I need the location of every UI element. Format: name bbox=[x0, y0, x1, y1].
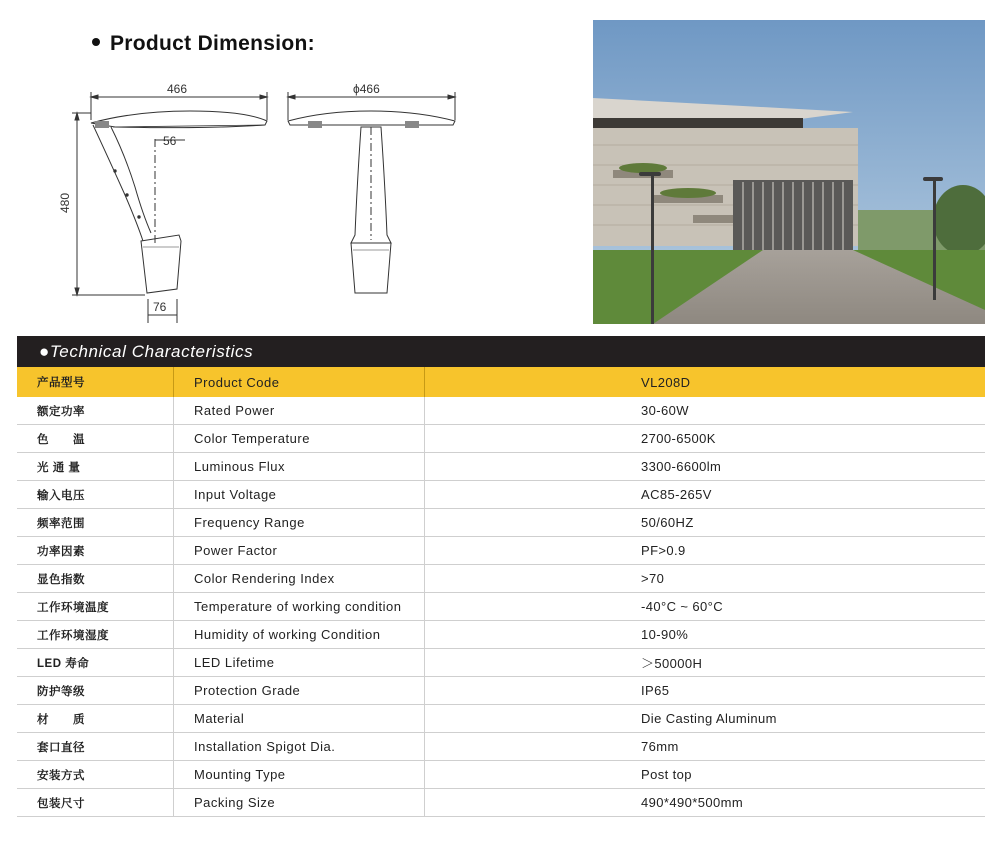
spec-value: ＞50000H bbox=[425, 649, 986, 677]
width-label: 466 bbox=[167, 82, 188, 96]
spec-value: VL208D bbox=[425, 367, 986, 397]
spec-value: 3300-6600lm bbox=[425, 453, 986, 481]
spec-value: -40°C ~ 60°C bbox=[425, 593, 986, 621]
table-row bbox=[17, 425, 985, 453]
table-row bbox=[17, 677, 985, 705]
spec-en-label: Protection Grade bbox=[174, 677, 425, 705]
spec-value: AC85-265V bbox=[425, 481, 986, 509]
spec-cn-label: 套口直径 bbox=[17, 733, 174, 761]
spec-cn-label: 显色指数 bbox=[17, 565, 174, 593]
spec-en-label: Color Rendering Index bbox=[174, 565, 425, 593]
spec-header-row bbox=[17, 367, 985, 397]
spec-cn-label: LED 寿命 bbox=[17, 649, 174, 677]
spec-cn-label: 额定功率 bbox=[17, 397, 174, 425]
spec-cn-label: 工作环境温度 bbox=[17, 593, 174, 621]
spec-cn-label: 材 质 bbox=[17, 705, 174, 733]
spec-en-label: Packing Size bbox=[174, 789, 425, 817]
product-photo-scene bbox=[593, 20, 985, 324]
front-view bbox=[288, 92, 455, 293]
spec-value: >70 bbox=[425, 565, 986, 593]
spec-value: 10-90% bbox=[425, 621, 986, 649]
spec-en-label: Product Code bbox=[174, 367, 425, 397]
spec-cn-label: 防护等级 bbox=[17, 677, 174, 705]
table-row bbox=[17, 621, 985, 649]
height-label: 480 bbox=[58, 192, 72, 213]
spec-value: 2700-6500K bbox=[425, 425, 986, 453]
offset-label: 56 bbox=[163, 134, 177, 148]
technical-characteristics-header bbox=[17, 336, 985, 367]
spec-en-label: Input Voltage bbox=[174, 481, 425, 509]
spec-cn-label: 包装尺寸 bbox=[17, 789, 174, 817]
spec-cn-label: 光 通 量 bbox=[17, 453, 174, 481]
spec-cn-label: 功率因素 bbox=[17, 537, 174, 565]
spec-value: PF>0.9 bbox=[425, 537, 986, 565]
spec-value: 30-60W bbox=[425, 397, 986, 425]
spec-en-label: Power Factor bbox=[174, 537, 425, 565]
spec-value: 490*490*500mm bbox=[425, 789, 986, 817]
spec-value: IP65 bbox=[425, 677, 986, 705]
table-row bbox=[17, 537, 985, 565]
spec-cn-label: 频率范围 bbox=[17, 509, 174, 537]
spec-cn-label: 输入电压 bbox=[17, 481, 174, 509]
product-photo bbox=[593, 20, 985, 324]
product-dimension-title bbox=[92, 32, 315, 56]
spigot-label: 76 bbox=[153, 300, 167, 314]
table-row bbox=[17, 565, 985, 593]
spec-en-label: Humidity of working Condition bbox=[174, 621, 425, 649]
spec-en-label: Frequency Range bbox=[174, 509, 425, 537]
product-dimension-title-text: Product Dimension: bbox=[110, 32, 315, 55]
table-row bbox=[17, 761, 985, 789]
spec-en-label: Rated Power bbox=[174, 397, 425, 425]
spec-value: 76mm bbox=[425, 733, 986, 761]
table-row bbox=[17, 453, 985, 481]
table-row bbox=[17, 509, 985, 537]
spec-value: Die Casting Aluminum bbox=[425, 705, 986, 733]
spec-cn-label: 安装方式 bbox=[17, 761, 174, 789]
spec-table bbox=[17, 367, 985, 817]
table-row bbox=[17, 705, 985, 733]
spec-value: Post top bbox=[425, 761, 986, 789]
spec-en-label: Temperature of working condition bbox=[174, 593, 425, 621]
table-row bbox=[17, 733, 985, 761]
spec-cn-label: 产品型号 bbox=[17, 367, 174, 397]
table-row bbox=[17, 397, 985, 425]
spec-en-label: Mounting Type bbox=[174, 761, 425, 789]
spec-en-label: Color Temperature bbox=[174, 425, 425, 453]
table-row bbox=[17, 789, 985, 817]
table-row bbox=[17, 593, 985, 621]
table-row bbox=[17, 649, 985, 677]
spec-cn-label: 色 温 bbox=[17, 425, 174, 453]
spec-en-label: Material bbox=[174, 705, 425, 733]
spec-en-label: Luminous Flux bbox=[174, 453, 425, 481]
bullet-icon bbox=[92, 38, 100, 46]
spec-en-label: Installation Spigot Dia. bbox=[174, 733, 425, 761]
spec-en-label: LED Lifetime bbox=[174, 649, 425, 677]
spec-value: 50/60HZ bbox=[425, 509, 986, 537]
technical-characteristics-title: ●Technical Characteristics bbox=[39, 342, 254, 361]
spec-cn-label: 工作环境湿度 bbox=[17, 621, 174, 649]
dimension-drawing bbox=[55, 75, 475, 325]
table-row bbox=[17, 481, 985, 509]
diameter-label: ϕ466 bbox=[353, 82, 380, 96]
side-view bbox=[72, 92, 267, 323]
